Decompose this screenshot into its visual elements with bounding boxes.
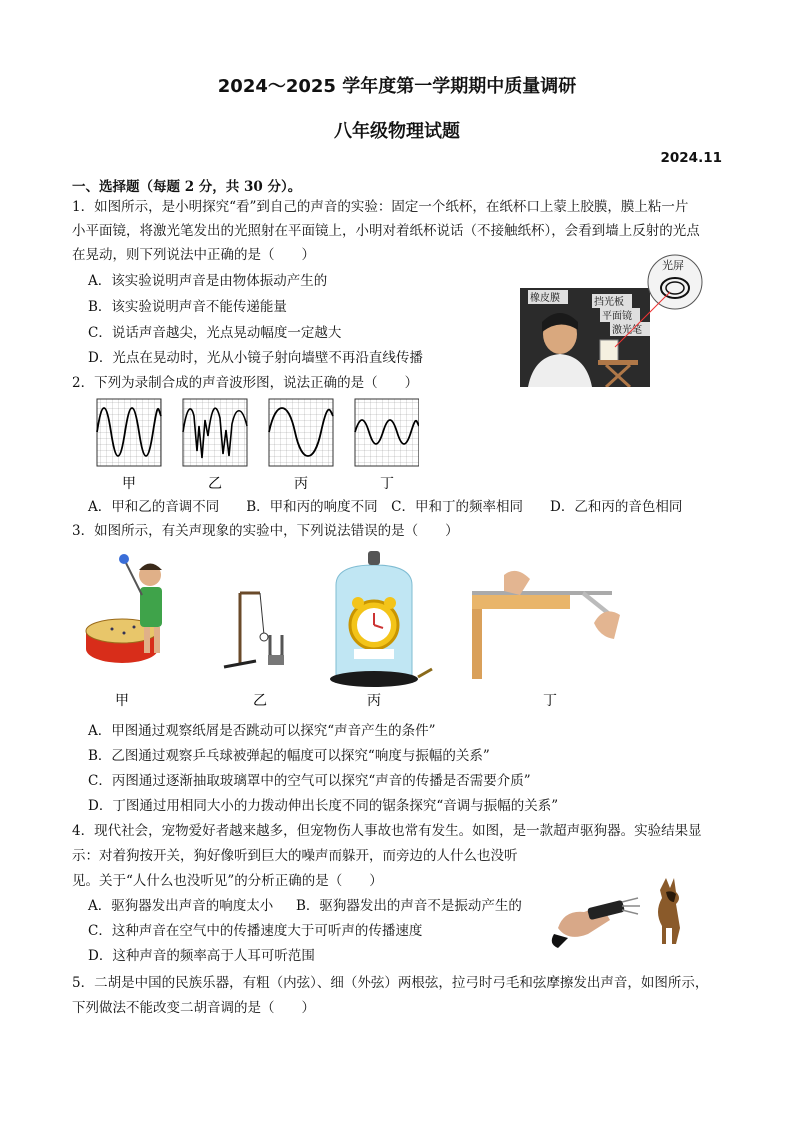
waveform-bing xyxy=(269,399,333,466)
exam-title: 2024～2025 学年度第一学期期中质量调研 xyxy=(217,76,577,97)
label-plane-mirror: 平面镜 xyxy=(602,311,632,322)
q1-option-b: B．该实验说明声音不能传递能量 xyxy=(88,299,287,315)
waveform-yi xyxy=(183,399,247,466)
q1-option-c: C．说话声音越尖，光点晃动幅度一定越大 xyxy=(88,325,342,341)
q2-options: A．甲和乙的音调不同 B．甲和丙的响度不同 C．甲和丁的频率相同 D．乙和丙的音色相同 xyxy=(88,499,683,515)
label-light-screen: 光屏 xyxy=(662,259,684,272)
q3-option-a: A．甲图通过观察纸屑是否跳动可以探究“声音产生的条件” xyxy=(88,723,436,739)
q2-label-bing: 丙 xyxy=(294,476,308,492)
label-laser-pen: 激光笔 xyxy=(612,325,642,336)
q3-option-c: C．丙图通过逐渐抽取玻璃罩中的空气可以探究“声音的传播是否需要介质” xyxy=(88,773,531,789)
q2-waveform-figure xyxy=(94,396,419,492)
q3-label-jia: 甲 xyxy=(115,693,129,709)
tuning-fork-experiment xyxy=(224,593,284,667)
q3-option-b: B．乙图通过观察乒乓球被弹起的幅度可以探究“响度与振幅的关系” xyxy=(88,748,490,764)
section-heading: 一、选择题（每题 2 分，共 30 分）。 xyxy=(72,179,302,195)
q3-experiments-figure xyxy=(84,545,624,710)
q2-label-jia: 甲 xyxy=(122,476,136,492)
exam-date: 2024.11 xyxy=(660,150,722,166)
q1-option-d: D．光点在晃动时，光从小镜子射向墙壁不再沿直线传播 xyxy=(88,350,423,366)
q4-option-a: A．驱狗器发出声音的响度太小 xyxy=(88,898,274,914)
exam-subtitle: 八年级物理试题 xyxy=(334,121,460,142)
q5-line1: 5．二胡是中国的民族乐器，有粗（内弦）、细（外弦）两根弦，拉弓时弓毛和弦摩擦发出声音，如图所示， xyxy=(72,975,709,991)
q5-line2: 下列做法不能改变二胡音调的是（ ） xyxy=(72,1000,315,1016)
q4-line3: 见。关于“人什么也没听见”的分析正确的是（ ） xyxy=(72,873,383,889)
q4-line2: 示：对着狗按开关，狗好像听到巨大的噪声而躲开，而旁边的人什么也没听 xyxy=(72,848,518,864)
q4-dog-repeller-figure xyxy=(548,868,698,950)
q1-experiment-figure xyxy=(520,252,725,387)
saw-blade-experiment xyxy=(472,571,620,679)
q4-option-d: D．这种声音的频率高于人耳可听范围 xyxy=(88,948,315,964)
q1-line1: 1．如图所示，是小明探究“看”到自己的声音的实验：固定一个纸杯，在纸杯口上蒙上胶膜，膜上粘一片 xyxy=(72,199,689,215)
q3-label-bing: 丙 xyxy=(367,693,381,709)
q2-label-ding: 丁 xyxy=(380,476,394,492)
q1-line2: 小平面镜，将激光笔发出的光照射在平面镜上，小明对着纸杯说话（不接触纸杯），会看到墙上反射的光点 xyxy=(72,223,700,239)
q2-stem: 2．下列为录制合成的声音波形图，说法正确的是（ ） xyxy=(72,375,419,391)
q4-option-c: C．这种声音在空气中的传播速度大于可听声的传播速度 xyxy=(88,923,423,939)
q3-stem: 3．如图所示，有关声现象的实验中，下列说法错误的是（ ） xyxy=(72,523,459,539)
q3-option-d: D．丁图通过用相同大小的力拨动伸出长度不同的锯条探究“音调与振幅的关系” xyxy=(88,798,559,814)
q4-line1: 4．现代社会，宠物爱好者越来越多，但宠物伤人事故也常有发生。如图，是一款超声驱狗器。实验结果显 xyxy=(72,823,702,839)
bell-jar-experiment xyxy=(330,551,432,687)
label-light-shield: 挡光板 xyxy=(594,297,624,308)
q1-line3: 在晃动，则下列说法中正确的是（ ） xyxy=(72,247,315,263)
label-rubber-film: 橡皮膜 xyxy=(530,293,560,304)
q1-option-a: A．该实验说明声音是由物体振动产生的 xyxy=(88,273,328,289)
q3-label-yi: 乙 xyxy=(253,693,267,709)
waveform-jia xyxy=(97,399,161,466)
q4-option-b: B．驱狗器发出的声音不是振动产生的 xyxy=(296,898,522,914)
q2-label-yi: 乙 xyxy=(208,476,222,492)
waveform-ding xyxy=(355,399,419,466)
drum-experiment xyxy=(86,554,162,663)
q3-label-ding: 丁 xyxy=(543,693,557,709)
